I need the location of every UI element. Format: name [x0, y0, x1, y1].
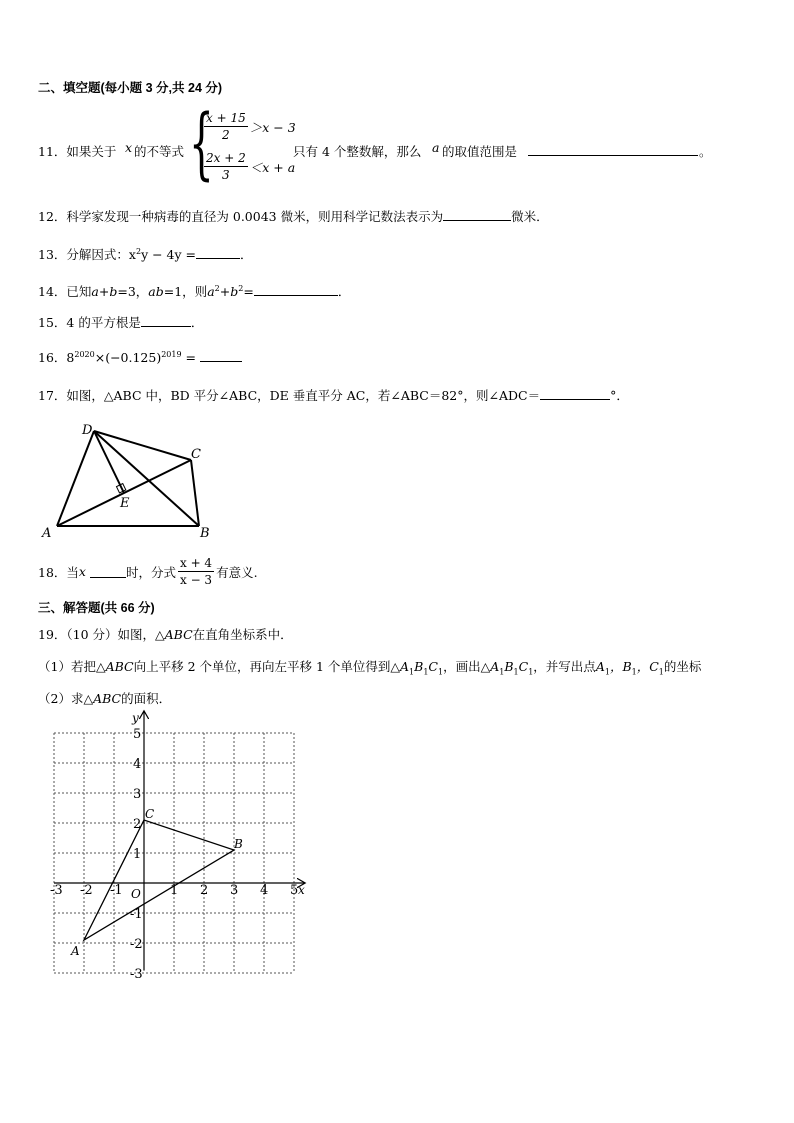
x-tick-label: -3 — [50, 883, 63, 898]
q13-answer-blank[interactable] — [196, 246, 240, 259]
y-axis-label: y — [132, 711, 139, 725]
q18-mid: 时，分式 — [125, 564, 176, 580]
q16-exp1: 2020 — [74, 349, 95, 359]
q14-expr: a — [207, 284, 215, 299]
question-16 — [38, 348, 242, 366]
q14-expr2: b — [230, 284, 239, 299]
q14-answer-blank[interactable] — [254, 283, 338, 296]
q15-answer-blank[interactable] — [141, 314, 191, 327]
q12-answer-blank[interactable] — [443, 208, 511, 221]
q14-eq1: =3， — [117, 284, 149, 299]
q11-var-a: a — [432, 140, 440, 155]
y-tick-label: 1 — [133, 847, 142, 862]
q14-prefix: 14．已知 — [38, 284, 92, 299]
x-tick-label: -2 — [80, 883, 93, 898]
q16-eq: = — [181, 350, 197, 365]
q14-sup1: 2 — [214, 283, 220, 293]
q11-end: 。 — [699, 144, 712, 159]
q18-answer-blank[interactable] — [90, 565, 126, 578]
q11-brace: { — [189, 99, 214, 189]
q16-prefix: 16． — [38, 350, 67, 365]
q11-frac1: $\frac{x + 15}{2}$ — [206, 111, 246, 142]
q12-text: 12．科学家发现一种病毒的直径为 0.0043 微米，则用科学记数法表示为 — [38, 209, 444, 224]
y-tick-label: 5 — [133, 727, 142, 742]
q14-cond2: ab — [148, 284, 164, 299]
q18-var-x: x — [78, 564, 86, 579]
q11-prefix: 11．如果关于 — [38, 144, 117, 159]
y-tick-label: 3 — [133, 787, 142, 802]
x-tick-label: 1 — [170, 883, 179, 898]
y-tick-label: 4 — [133, 757, 142, 772]
q16-exp2: 2019 — [161, 349, 182, 359]
q18-fraction: $\frac{x + 4}{x - 3}$ — [179, 556, 213, 587]
q11-mid: 的不等式 — [134, 144, 185, 159]
y-tick-label: 2 — [133, 817, 142, 832]
fig17-label-C: C — [191, 447, 201, 462]
q17-answer-blank[interactable] — [540, 387, 610, 400]
question-19-part2: （2）求△ABC的面积． — [38, 691, 172, 706]
x-axis-label: x — [298, 883, 305, 897]
fig17-label-D: D — [82, 423, 93, 438]
x-tick-label: 4 — [260, 883, 269, 898]
point-A-label: A — [71, 944, 80, 958]
y-tick-label: -1 — [130, 907, 143, 922]
coordinate-grid — [40, 708, 315, 983]
q14-eq2: =1，则 — [163, 284, 208, 299]
q18-end: 有意义. — [216, 564, 258, 580]
q14-eqs: = — [243, 284, 254, 299]
q16-base: 8 — [66, 350, 75, 365]
fig17-label-B: B — [200, 526, 210, 541]
q15-end: ． — [190, 315, 204, 330]
question-14 — [38, 282, 350, 300]
fig17-label-A: A — [42, 526, 52, 541]
x-tick-label: 5 — [290, 883, 299, 898]
q11-rhs2: ＜x + a — [249, 159, 296, 175]
q11-answer-blank[interactable] — [528, 143, 698, 156]
point-C-label: C — [145, 807, 155, 821]
triangle-abc — [84, 820, 234, 940]
q12-end: 微米． — [511, 209, 549, 224]
q17-end: °． — [610, 388, 629, 403]
y-tick-label: -3 — [130, 967, 143, 982]
q14-sup2: 2 — [238, 283, 244, 293]
question-19-part1: （1）若把△ABC向上平移 2 个单位，再向左平移 1 个单位得到$\triangle A_1B_1C_1$，画出$\triangle A_1B_1C_1$，并写出点$A_1$，$B_1$，$C_1$的坐标 — [38, 659, 702, 677]
origin-label: O — [131, 887, 141, 901]
q13-end: ． — [240, 247, 253, 262]
q14-plus: + — [219, 284, 231, 299]
fig17-label-E: E — [120, 496, 130, 511]
q11-suffix2: 的取值范围是 — [442, 144, 518, 159]
question-19-title: 19．（10 分）如图，△ABC在直角坐标系中． — [38, 627, 293, 642]
question-15 — [38, 313, 203, 331]
question-12 — [38, 207, 549, 225]
x-tick-label: 3 — [230, 883, 239, 898]
point-B-label: B — [234, 837, 243, 851]
q13-expr: x — [128, 247, 136, 262]
q17-text: 17．如图，△ABC 中，BD 平分∠ABC，DE 垂直平分 AC，若∠ABC＝82°，则∠ADC＝ — [38, 388, 541, 403]
question-18 — [38, 555, 258, 588]
section-3-header: 三、解答题(共 66 分) — [38, 601, 155, 615]
q11-frac2: $\frac{2x + 2}{3}$ — [206, 151, 246, 182]
q14-cond1: a+b — [91, 284, 118, 299]
question-17 — [38, 386, 629, 404]
q16-times: ×(−0.125) — [94, 350, 162, 365]
q11-var-x: x — [125, 140, 133, 155]
q15-text: 15．4 的平方根是 — [38, 315, 141, 330]
x-tick-label: 2 — [200, 883, 209, 898]
q13-expr2: y − 4y = — [141, 247, 197, 262]
q13-prefix: 13．分解因式： — [38, 247, 129, 262]
section-2-header: 二、填空题(每小题 3 分,共 24 分) — [38, 81, 223, 95]
q13-sup: 2 — [135, 246, 142, 256]
x-tick-label: -1 — [110, 883, 123, 898]
q11-rhs1: ＞x − 3 — [249, 119, 296, 135]
q14-end: ． — [337, 284, 351, 299]
q16-answer-blank[interactable] — [200, 349, 242, 362]
question-13 — [38, 245, 253, 263]
q18-prefix: 18．当 — [38, 564, 79, 580]
q11-suffix1: 只有 4 个整数解，那么 — [293, 144, 422, 159]
figure-17-quadrilateral — [36, 418, 226, 546]
y-tick-label: -2 — [130, 937, 143, 952]
